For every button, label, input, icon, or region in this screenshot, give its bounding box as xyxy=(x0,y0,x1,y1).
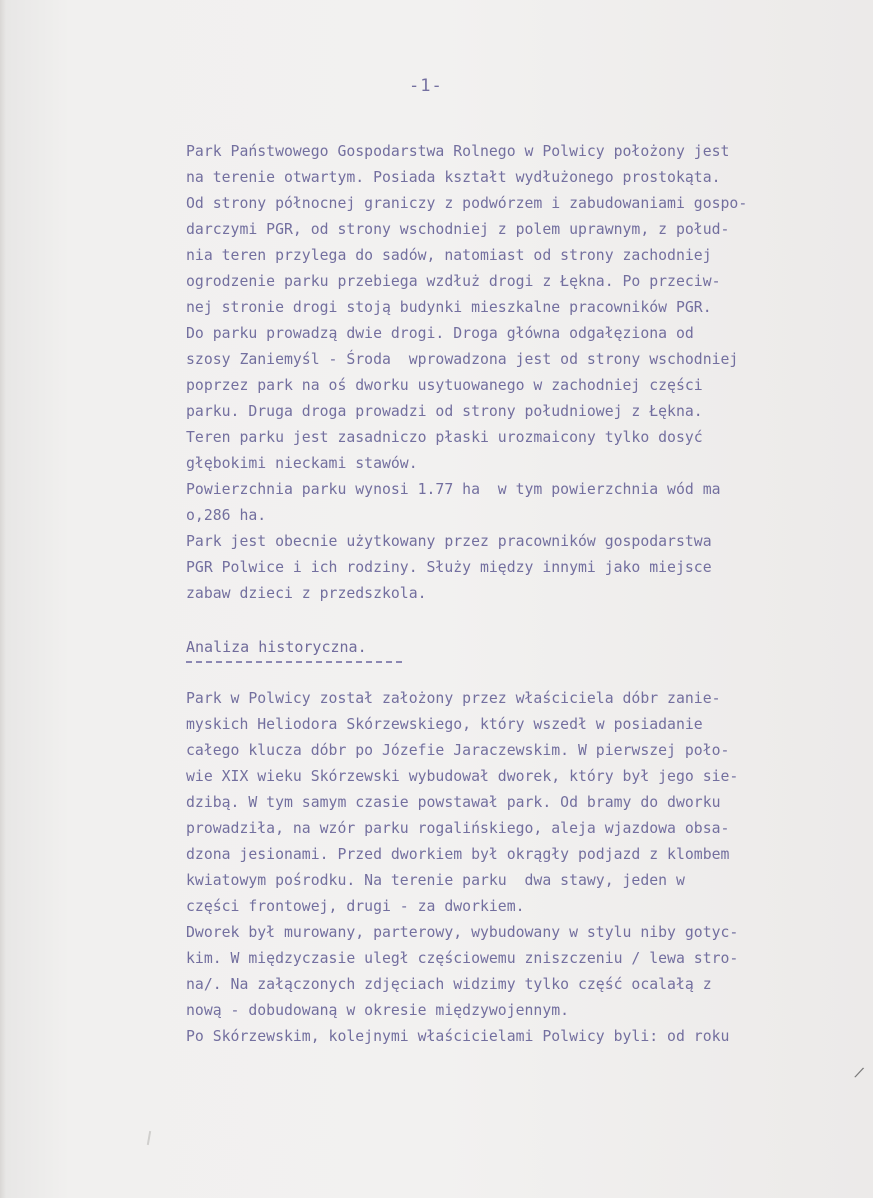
page-number: -1- xyxy=(409,76,443,96)
paper-edge-shadow xyxy=(0,0,6,1198)
section-heading: Analiza historyczna. xyxy=(186,638,367,656)
margin-mark: / xyxy=(852,1064,866,1082)
intro-paragraph: Park Państwowego Gospodarstwa Rolnego w Polwicy położony jest na terenie otwartym. Posiada kształt wydłużonego prostokąta. Od strony północnej graniczy z podwórzem i zabudowaniami gospo- darczymi PGR, od strony wschodniej z polem uprawnym, z połud- nia teren przylega do sadów, natomiast od strony zachodniej ogrodzenie parku przebiega wzdłuż drogi z Łękna. Po przeciw- nej stronie drogi stoją budynki mieszkalne pracowników PGR. Do parku prowadzą dwie drogi. Droga główna odgałęziona od szosy Zaniemyśl - Środa wprowadzona jest od strony wschodniej poprzez park na oś dworku usytuowanego w zachodniej części parku. Druga droga prowadzi od strony południowej z Łękna. Teren parku jest zasadniczo płaski urozmaicony tylko dosyć głębokimi nieckami stawów. Powierzchnia parku wynosi 1.77 ha w tym powierzchnia wód ma o,286 ha. Park jest obecnie użytkowany przez pracowników gospodarstwa PGR Polwice i ich rodziny. Służy między innymi jako miejsce zabaw dzieci z przedszkola. xyxy=(186,143,748,602)
paper-mark xyxy=(147,1131,151,1145)
heading-underline xyxy=(186,661,402,663)
history-paragraph: Park w Polwicy został założony przez właściciela dóbr zanie- myskich Heliodora Skórzewskiego, który wszedł w posiadanie całego klucza dóbr po Józefie Jaraczewskim. W pierwszej poło- wie XIX wieku Skórzewski wybudował dworek, który był jego sie- dzibą. W tym samym czasie powstawał park. Od bramy do dworku prowadziła, na wzór parku rogalińskiego, aleja wjazdowa obsa- dzona jesionami. Przed dworkiem był okrągły podjazd z klombem kwiatowym pośrodku. Na terenie parku dwa stawy, jeden w części frontowej, drugi - za dworkiem. Dworek był murowany, parterowy, wybudowany w stylu niby gotyc- kim. W międzyczasie uległ częściowemu zniszczeniu / lewa stro- na/. Na załączonych zdjęciach widzimy tylko część ocalałą z nową - dobudowaną w okresie międzywojennym. Po Skórzewskim, kolejnymi właścicielami Polwicy byli: od roku xyxy=(186,690,739,1045)
